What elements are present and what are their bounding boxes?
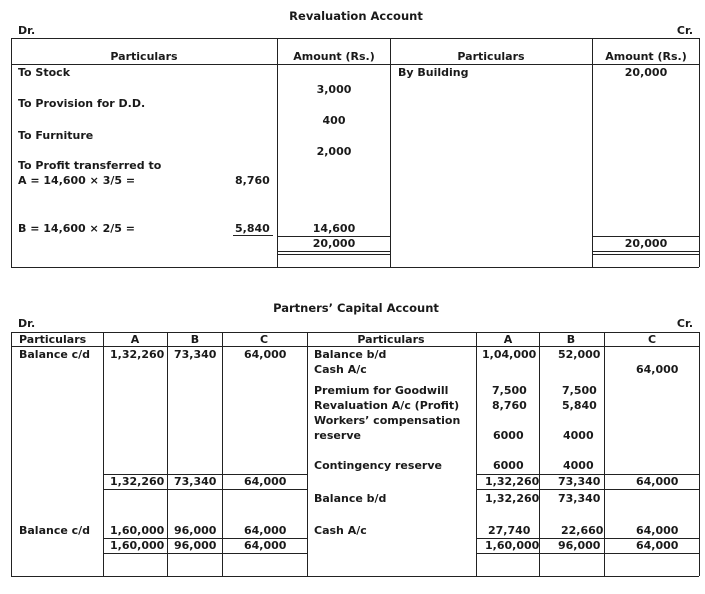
credit-cash: Cash A/c <box>314 524 367 537</box>
header-partner-a: A <box>503 333 513 346</box>
amount-stock: 3,000 <box>316 83 352 96</box>
credit-cash-c: 64,000 <box>636 363 679 376</box>
credit-total-c: 64,000 <box>636 475 679 488</box>
total-rule <box>103 489 307 490</box>
credit-contingency-a: 6000 <box>493 459 524 472</box>
total-rule <box>103 553 307 554</box>
capital-title: Partners’ Capital Account <box>273 301 439 315</box>
capital-dr-label: Dr. <box>18 317 36 330</box>
total-rule <box>476 553 699 554</box>
table-border <box>11 267 699 268</box>
revaluation-title: Revaluation Account <box>289 9 423 23</box>
profit-share-a: A = 14,600 × 3/5 = <box>18 174 136 187</box>
header-partner-c: C <box>259 333 269 346</box>
debit-total-b: 96,000 <box>174 539 217 552</box>
debit-total-b: 73,340 <box>174 475 217 488</box>
total-rule <box>592 251 699 252</box>
credit-goodwill-b: 7,500 <box>562 384 597 397</box>
amount-profit-total: 14,600 <box>312 222 356 235</box>
revaluation-cr-label: Cr. <box>676 24 693 37</box>
revaluation-dr-label: Dr. <box>18 24 36 37</box>
column-rule <box>222 332 223 576</box>
header-amount: Amount (Rs.) <box>293 50 375 63</box>
header-particulars: Particulars <box>357 333 425 346</box>
credit-total-a: 1,60,000 <box>485 539 540 552</box>
debit-item-profit: To Profit transferred to <box>18 159 162 172</box>
credit-workers-comp-line2: reserve <box>314 429 361 442</box>
header-partner-c: C <box>647 333 657 346</box>
credit-cash-a: 27,740 <box>488 524 531 537</box>
profit-share-b: B = 14,600 × 2/5 = <box>18 222 135 235</box>
column-rule <box>699 332 700 576</box>
header-particulars: Particulars <box>19 333 87 346</box>
credit-balance-bd-b: 52,000 <box>558 348 601 361</box>
profit-share-b-amount: 5,840 <box>235 222 270 235</box>
header-rule <box>11 64 699 65</box>
column-rule <box>390 38 391 267</box>
credit-total: 20,000 <box>624 237 668 250</box>
credit-revaluation-b: 5,840 <box>562 399 597 412</box>
debit-item-furniture: To Furniture <box>18 129 94 142</box>
header-amount: Amount (Rs.) <box>605 50 687 63</box>
debit-balance-cd-b: 96,000 <box>174 524 217 537</box>
credit-cash: Cash A/c <box>314 363 367 376</box>
table-border <box>11 576 699 577</box>
table-border <box>11 38 699 39</box>
profit-share-a-amount: 8,760 <box>235 174 270 187</box>
debit-item-provision: To Provision for D.D. <box>18 97 146 110</box>
column-rule <box>277 38 278 267</box>
credit-balance-bd-b: 73,340 <box>558 492 601 505</box>
debit-balance-cd-b: 73,340 <box>174 348 217 361</box>
header-partner-a: A <box>130 333 140 346</box>
credit-balance-bd: Balance b/d <box>314 492 387 505</box>
credit-cash-c: 64,000 <box>636 524 679 537</box>
debit-total-c: 64,000 <box>244 539 287 552</box>
column-rule <box>11 38 12 267</box>
credit-balance-bd-a: 1,04,000 <box>482 348 537 361</box>
subtotal-rule <box>233 235 273 236</box>
debit-total-a: 1,60,000 <box>110 539 165 552</box>
total-rule <box>277 251 390 252</box>
total-rule <box>592 254 699 255</box>
amount-furniture: 2,000 <box>316 145 352 158</box>
credit-workers-comp-a: 6000 <box>493 429 524 442</box>
column-rule <box>476 332 477 576</box>
total-rule <box>476 489 699 490</box>
table-border <box>11 332 699 333</box>
credit-balance-bd-a: 1,32,260 <box>485 492 540 505</box>
credit-contingency-b: 4000 <box>563 459 594 472</box>
credit-total-c: 64,000 <box>636 539 679 552</box>
credit-revaluation: Revaluation A/c (Profit) <box>314 399 460 412</box>
column-rule <box>307 332 308 576</box>
header-rule <box>11 346 699 347</box>
debit-balance-cd: Balance c/d <box>19 524 91 537</box>
credit-total-a: 1,32,260 <box>485 475 540 488</box>
capital-cr-label: Cr. <box>676 317 693 330</box>
total-rule <box>277 254 390 255</box>
credit-total-b: 73,340 <box>558 475 601 488</box>
credit-item-building: By Building <box>398 66 469 79</box>
debit-balance-cd: Balance c/d <box>19 348 91 361</box>
column-rule <box>167 332 168 576</box>
credit-contingency: Contingency reserve <box>314 459 442 472</box>
header-particulars: Particulars <box>457 50 525 63</box>
header-partner-b: B <box>190 333 200 346</box>
credit-workers-comp-b: 4000 <box>563 429 594 442</box>
credit-goodwill: Premium for Goodwill <box>314 384 449 397</box>
debit-balance-cd-c: 64,000 <box>244 524 287 537</box>
credit-revaluation-a: 8,760 <box>492 399 527 412</box>
column-rule <box>103 332 104 576</box>
debit-item-stock: To Stock <box>18 66 71 79</box>
amount-building: 20,000 <box>624 66 668 79</box>
header-particulars: Particulars <box>110 50 178 63</box>
credit-goodwill-a: 7,500 <box>492 384 527 397</box>
column-rule <box>604 332 605 576</box>
credit-workers-comp: Workers’ compensation <box>314 414 461 427</box>
credit-total-b: 96,000 <box>558 539 601 552</box>
debit-total: 20,000 <box>312 237 356 250</box>
debit-balance-cd-a: 1,32,260 <box>110 348 165 361</box>
credit-cash-b: 22,660 <box>561 524 604 537</box>
credit-balance-bd: Balance b/d <box>314 348 387 361</box>
debit-total-a: 1,32,260 <box>110 475 165 488</box>
debit-total-c: 64,000 <box>244 475 287 488</box>
header-partner-b: B <box>566 333 576 346</box>
debit-balance-cd-c: 64,000 <box>244 348 287 361</box>
debit-balance-cd-a: 1,60,000 <box>110 524 165 537</box>
column-rule <box>592 38 593 267</box>
column-rule <box>699 38 700 267</box>
amount-provision: 400 <box>322 114 346 127</box>
column-rule <box>11 332 12 576</box>
